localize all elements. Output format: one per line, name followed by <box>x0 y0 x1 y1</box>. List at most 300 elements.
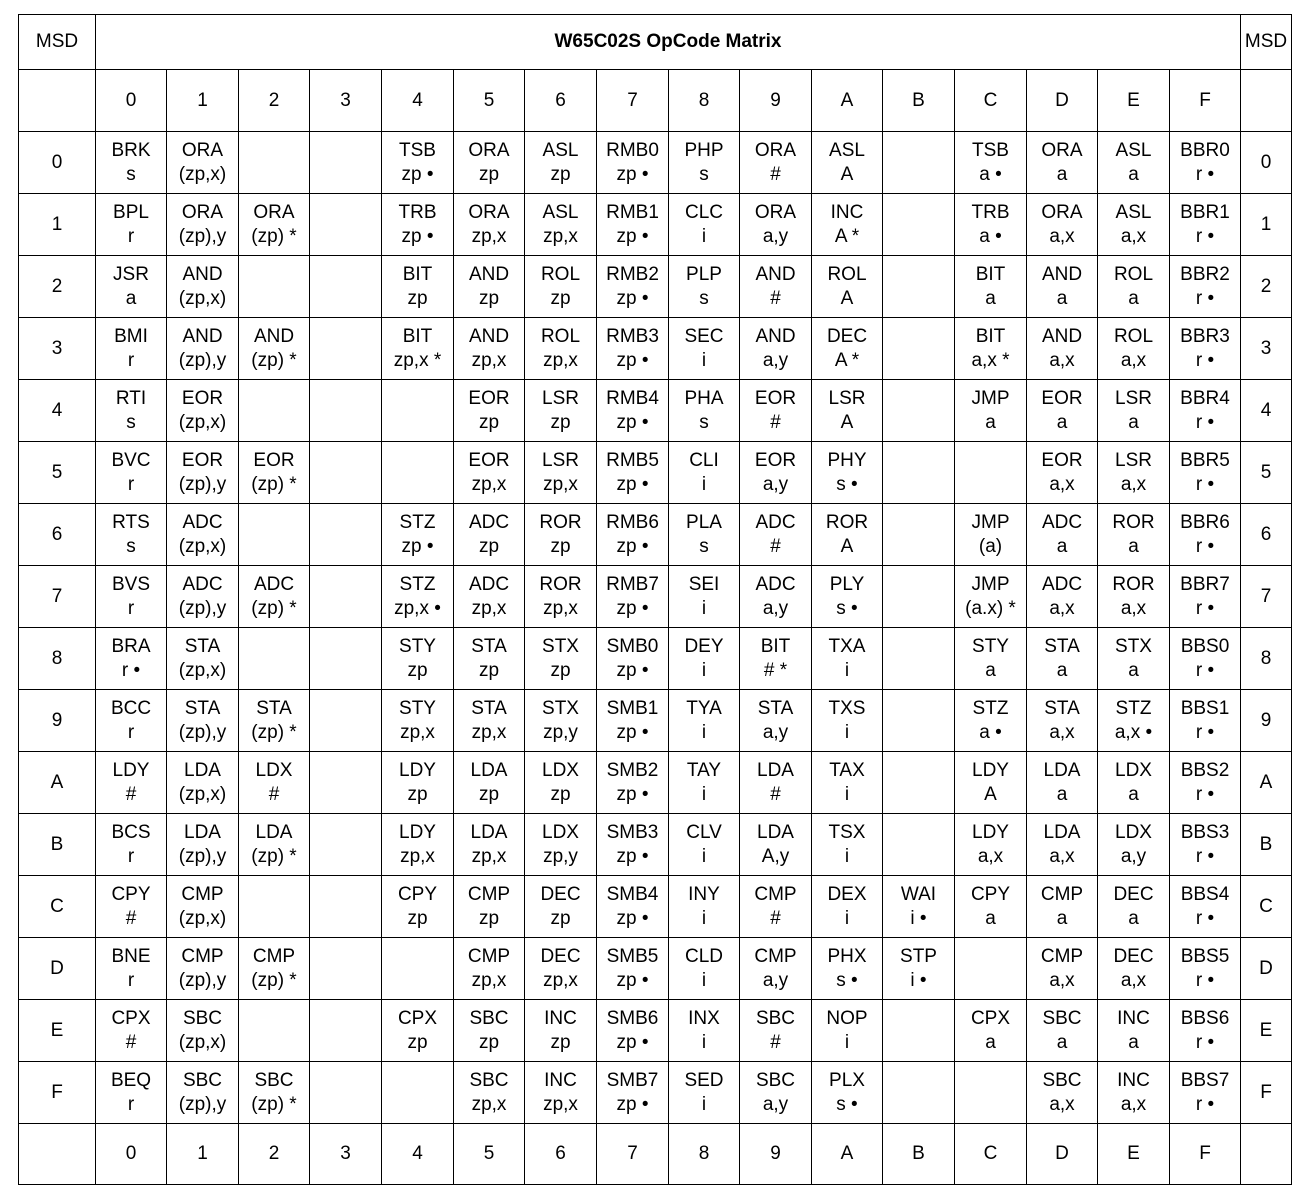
addressing-mode: (zp) * <box>251 225 297 247</box>
row-msd-right: 0 <box>1241 132 1292 194</box>
mnemonic: SEC <box>684 325 724 347</box>
addressing-mode: a • <box>979 721 1002 743</box>
column-footer: 7 <box>597 1124 669 1185</box>
opcode-cell <box>955 132 1027 194</box>
mnemonic: CMP <box>181 883 224 905</box>
opcode-cell <box>1098 938 1170 1000</box>
column-header: B <box>883 70 955 132</box>
opcode-cell <box>597 380 669 442</box>
mnemonic: AND <box>468 263 510 285</box>
mnemonic: STX <box>542 697 579 719</box>
addressing-mode: a <box>1128 411 1139 433</box>
opcode-cell <box>597 1000 669 1062</box>
addressing-mode: a <box>985 287 996 309</box>
mnemonic: BBR5 <box>1180 449 1230 471</box>
addressing-mode: s <box>699 411 709 433</box>
opcode-cell <box>669 690 740 752</box>
addressing-mode: a <box>1128 1031 1139 1053</box>
row-msd-right: 4 <box>1241 380 1292 442</box>
mnemonic: RMB4 <box>606 387 659 409</box>
addressing-mode: i <box>701 349 707 371</box>
mnemonic: LDY <box>399 821 436 843</box>
row-msd-right: 9 <box>1241 690 1292 752</box>
opcode-row <box>19 442 1292 504</box>
addressing-mode: a <box>985 907 996 929</box>
mnemonic: RMB0 <box>606 139 659 161</box>
mnemonic: SED <box>684 1069 724 1091</box>
opcode-cell <box>1098 442 1170 504</box>
mnemonic: BBS3 <box>1180 821 1230 843</box>
addressing-mode: zp <box>550 163 571 185</box>
addressing-mode: (zp,x) <box>178 659 227 681</box>
addressing-mode: zp <box>478 287 500 309</box>
row-msd-right: B <box>1241 814 1292 876</box>
opcode-cell <box>1170 566 1241 628</box>
addressing-mode: i <box>701 473 707 495</box>
addressing-mode: r • <box>1195 1031 1215 1053</box>
mnemonic: BBR1 <box>1180 201 1230 223</box>
opcode-cell <box>167 380 239 442</box>
opcode-cell <box>239 876 310 938</box>
row-msd-right: 6 <box>1241 504 1292 566</box>
opcode-cell <box>740 380 812 442</box>
opcode-cell <box>1170 876 1241 938</box>
addressing-mode: zp • <box>616 349 649 371</box>
addressing-mode: a,y <box>762 225 789 247</box>
opcode-cell <box>239 256 310 318</box>
mnemonic: LDX <box>255 759 293 781</box>
addressing-mode: i <box>844 659 850 681</box>
addressing-mode: zp,x <box>543 597 578 619</box>
opcode-row <box>19 1062 1292 1124</box>
addressing-mode: zp <box>478 783 500 805</box>
mnemonic: LDY <box>972 821 1009 843</box>
opcode-cell <box>382 1062 454 1124</box>
opcode-cell <box>1098 1062 1170 1124</box>
opcode-cell <box>955 938 1027 1000</box>
opcode-cell <box>740 752 812 814</box>
column-header: 8 <box>669 70 740 132</box>
mnemonic: ROR <box>539 573 582 595</box>
addressing-mode: A * <box>834 349 860 371</box>
addressing-mode: a,y <box>762 349 789 371</box>
opcode-cell <box>883 504 955 566</box>
mnemonic: BIT <box>760 635 791 657</box>
addressing-mode: zp • <box>401 163 434 185</box>
opcode-cell <box>883 380 955 442</box>
addressing-mode: zp,x <box>543 225 578 247</box>
mnemonic: BBS1 <box>1180 697 1230 719</box>
addressing-mode: r • <box>121 659 141 681</box>
mnemonic: SBC <box>755 1069 796 1091</box>
mnemonic: STA <box>184 697 221 719</box>
mnemonic: EOR <box>754 387 797 409</box>
title-row <box>19 15 1292 70</box>
addressing-mode: a <box>1128 783 1139 805</box>
opcode-cell <box>454 194 525 256</box>
row-msd-right: 5 <box>1241 442 1292 504</box>
mnemonic: CMP <box>467 883 511 905</box>
row-msd-left: F <box>19 1062 96 1124</box>
addressing-mode: r • <box>1195 225 1215 247</box>
mnemonic: STY <box>972 635 1009 657</box>
addressing-mode: # <box>770 1031 781 1053</box>
opcode-cell <box>382 442 454 504</box>
opcode-cell <box>669 442 740 504</box>
addressing-mode: zp • <box>616 163 649 185</box>
addressing-mode: zp,x <box>543 1093 578 1115</box>
opcode-cell <box>812 566 883 628</box>
addressing-mode: # <box>770 535 781 557</box>
opcode-cell <box>812 380 883 442</box>
row-msd-right: D <box>1241 938 1292 1000</box>
addressing-mode: (a.x) * <box>965 597 1016 619</box>
mnemonic: SMB5 <box>606 945 659 967</box>
mnemonic: ORA <box>253 201 295 223</box>
mnemonic: DEC <box>540 883 581 905</box>
addressing-mode: a,y <box>762 473 789 495</box>
mnemonic: CMP <box>754 883 797 905</box>
mnemonic: ROL <box>540 325 581 347</box>
mnemonic: PLA <box>686 511 722 533</box>
addressing-mode: zp,x <box>471 225 507 247</box>
mnemonic: SMB3 <box>606 821 659 843</box>
addressing-mode: i <box>701 907 707 929</box>
addressing-mode: a,x <box>1120 225 1147 247</box>
mnemonic: LDA <box>757 759 794 781</box>
mnemonic: TRB <box>971 201 1010 223</box>
opcode-cell <box>96 380 167 442</box>
opcode-cell <box>525 442 597 504</box>
opcode-cell <box>525 752 597 814</box>
mnemonic: ASL <box>542 201 579 223</box>
mnemonic: BIT <box>402 325 433 347</box>
opcode-cell <box>883 628 955 690</box>
opcode-cell <box>167 318 239 380</box>
opcode-cell <box>1027 318 1098 380</box>
row-msd-right: F <box>1241 1062 1292 1124</box>
opcode-cell <box>883 938 955 1000</box>
opcode-cell <box>239 442 310 504</box>
addressing-mode: r <box>127 225 135 247</box>
mnemonic: CMP <box>467 945 511 967</box>
opcode-cell <box>1170 380 1241 442</box>
addressing-mode: zp <box>407 907 428 929</box>
addressing-mode: s • <box>836 597 858 619</box>
mnemonic: ASL <box>1115 139 1152 161</box>
mnemonic: INY <box>688 883 720 905</box>
mnemonic: ROR <box>1112 511 1155 533</box>
mnemonic: CLV <box>686 821 722 843</box>
opcode-cell <box>310 1000 382 1062</box>
addressing-mode: zp <box>550 411 571 433</box>
addressing-mode: zp • <box>616 411 649 433</box>
opcode-cell <box>955 1000 1027 1062</box>
column-header: D <box>1027 70 1098 132</box>
mnemonic: SBC <box>469 1007 509 1029</box>
mnemonic: DEX <box>827 883 867 905</box>
opcode-cell <box>239 566 310 628</box>
opcode-cell <box>1170 1000 1241 1062</box>
addressing-mode: a • <box>979 163 1002 185</box>
opcode-cell <box>1098 380 1170 442</box>
addressing-mode: a,x * <box>971 349 1010 371</box>
opcode-row <box>19 318 1292 380</box>
mnemonic: SMB1 <box>606 697 659 719</box>
row-msd-right: 8 <box>1241 628 1292 690</box>
mnemonic: CLD <box>684 945 723 967</box>
row-msd-left: 8 <box>19 628 96 690</box>
opcode-row <box>19 1000 1292 1062</box>
mnemonic: CLI <box>689 449 719 471</box>
opcode-cell <box>382 876 454 938</box>
opcode-cell <box>1170 814 1241 876</box>
addressing-mode: a,x <box>1120 349 1147 371</box>
mnemonic: DEC <box>1113 883 1154 905</box>
column-header-row <box>19 70 1292 132</box>
addressing-mode: zp,x <box>543 969 578 991</box>
mnemonic: INX <box>688 1007 720 1029</box>
addressing-mode: zp,x <box>471 845 507 867</box>
mnemonic: TXA <box>828 635 866 657</box>
opcode-cell <box>1170 628 1241 690</box>
mnemonic: SMB2 <box>606 759 659 781</box>
opcode-cell <box>96 132 167 194</box>
opcode-cell <box>525 1062 597 1124</box>
addressing-mode: i <box>701 225 707 247</box>
column-header: 6 <box>525 70 597 132</box>
mnemonic: BBS5 <box>1180 945 1230 967</box>
column-footer: A <box>812 1124 883 1185</box>
addressing-mode: r • <box>1195 845 1215 867</box>
opcode-cell <box>1027 132 1098 194</box>
column-footer: 5 <box>454 1124 525 1185</box>
column-footer: E <box>1098 1124 1170 1185</box>
opcode-cell <box>454 566 525 628</box>
opcode-cell <box>740 194 812 256</box>
header-end-cell <box>1241 70 1292 132</box>
opcode-cell <box>883 442 955 504</box>
opcode-row <box>19 814 1292 876</box>
opcode-cell <box>955 628 1027 690</box>
addressing-mode: a,x <box>1049 721 1075 743</box>
addressing-mode: zp,x <box>471 597 507 619</box>
addressing-mode: a,x <box>977 845 1004 867</box>
mnemonic: LDA <box>184 821 221 843</box>
mnemonic: LSR <box>1115 449 1152 471</box>
mnemonic: LDA <box>1043 821 1081 843</box>
mnemonic: RMB5 <box>606 449 659 471</box>
mnemonic: TRB <box>398 201 437 223</box>
column-footer: 0 <box>96 1124 167 1185</box>
addressing-mode: zp,x <box>471 1093 507 1115</box>
opcode-cell <box>167 814 239 876</box>
opcode-cell <box>1170 194 1241 256</box>
mnemonic: BCC <box>110 697 152 719</box>
addressing-mode: A,y <box>761 845 790 867</box>
opcode-cell <box>955 1062 1027 1124</box>
addressing-mode: r • <box>1195 349 1215 371</box>
mnemonic: ASL <box>829 139 865 161</box>
mnemonic: AND <box>253 325 295 347</box>
mnemonic: ROR <box>1112 573 1155 595</box>
mnemonic: LDX <box>542 759 579 781</box>
opcode-cell <box>239 132 310 194</box>
opcode-row <box>19 876 1292 938</box>
opcode-cell <box>955 380 1027 442</box>
mnemonic: BBS4 <box>1180 883 1230 905</box>
addressing-mode: a,x <box>1049 473 1075 495</box>
addressing-mode: # <box>125 907 137 929</box>
opcode-cell <box>883 1062 955 1124</box>
opcode-cell <box>310 380 382 442</box>
opcode-cell <box>96 1000 167 1062</box>
opcode-cell <box>1027 690 1098 752</box>
column-footer: 8 <box>669 1124 740 1185</box>
addressing-mode: A <box>840 287 854 309</box>
addressing-mode: (zp),y <box>178 349 227 371</box>
mnemonic: STY <box>399 697 436 719</box>
addressing-mode: a,x <box>1120 1093 1147 1115</box>
opcode-cell <box>525 690 597 752</box>
mnemonic: STA <box>1044 697 1080 719</box>
opcode-cell <box>1027 504 1098 566</box>
mnemonic: ASL <box>542 139 579 161</box>
addressing-mode: zp • <box>401 225 434 247</box>
opcode-cell <box>740 690 812 752</box>
mnemonic: SBC <box>1042 1007 1082 1029</box>
opcode-cell <box>669 628 740 690</box>
addressing-mode: A <box>840 535 854 557</box>
opcode-cell <box>1098 628 1170 690</box>
mnemonic: RMB3 <box>606 325 659 347</box>
opcode-cell <box>167 566 239 628</box>
row-msd-left: 6 <box>19 504 96 566</box>
row-msd-left: D <box>19 938 96 1000</box>
opcode-cell <box>812 876 883 938</box>
opcode-cell <box>96 628 167 690</box>
opcode-cell <box>1027 256 1098 318</box>
addressing-mode: a <box>125 287 137 309</box>
mnemonic: AND <box>468 325 510 347</box>
msd-label-right: MSD <box>1241 15 1292 70</box>
addressing-mode: i • <box>910 907 927 929</box>
opcode-cell <box>1098 876 1170 938</box>
addressing-mode: i • <box>910 969 927 991</box>
opcode-cell <box>454 876 525 938</box>
mnemonic: ASL <box>1115 201 1152 223</box>
addressing-mode: s <box>699 163 709 185</box>
opcode-cell <box>382 566 454 628</box>
mnemonic: PLP <box>686 263 722 285</box>
addressing-mode: a,x <box>1120 597 1147 619</box>
mnemonic: CMP <box>181 945 224 967</box>
opcode-cell <box>669 814 740 876</box>
opcode-cell <box>597 442 669 504</box>
addressing-mode: a,x <box>1049 225 1075 247</box>
mnemonic: ORA <box>1041 139 1083 161</box>
mnemonic: INC <box>830 201 864 223</box>
opcode-cell <box>812 814 883 876</box>
mnemonic: DEC <box>826 325 868 347</box>
mnemonic: BBR7 <box>1180 573 1230 595</box>
opcode-row <box>19 256 1292 318</box>
opcode-cell <box>812 132 883 194</box>
addressing-mode: zp • <box>401 535 434 557</box>
opcode-cell <box>382 256 454 318</box>
opcode-cell <box>740 876 812 938</box>
opcode-row <box>19 566 1292 628</box>
addressing-mode: A <box>840 163 854 185</box>
opcode-cell <box>1170 256 1241 318</box>
opcode-cell <box>382 938 454 1000</box>
addressing-mode: (zp) * <box>251 969 297 991</box>
opcode-cell <box>883 132 955 194</box>
opcode-cell <box>454 752 525 814</box>
opcode-cell <box>669 194 740 256</box>
addressing-mode: a,x <box>1120 969 1147 991</box>
row-msd-left: 3 <box>19 318 96 380</box>
mnemonic: AND <box>182 325 223 347</box>
opcode-cell <box>310 256 382 318</box>
opcode-cell <box>597 876 669 938</box>
opcode-cell <box>167 132 239 194</box>
column-header: C <box>955 70 1027 132</box>
opcode-cell <box>740 1062 812 1124</box>
opcode-cell <box>1027 194 1098 256</box>
column-footer: 9 <box>740 1124 812 1185</box>
addressing-mode: zp <box>407 783 428 805</box>
row-msd-left: 1 <box>19 194 96 256</box>
opcode-cell <box>955 504 1027 566</box>
column-header: 0 <box>96 70 167 132</box>
opcode-cell <box>96 318 167 380</box>
addressing-mode: a,x <box>1049 349 1075 371</box>
mnemonic: LDA <box>757 821 794 843</box>
opcode-cell <box>812 1062 883 1124</box>
opcode-cell <box>597 504 669 566</box>
addressing-mode: a,y <box>762 969 789 991</box>
addressing-mode: r • <box>1195 597 1215 619</box>
opcode-cell <box>883 256 955 318</box>
mnemonic: BVC <box>111 449 151 471</box>
addressing-mode: (zp,x) <box>178 783 227 805</box>
opcode-cell <box>167 938 239 1000</box>
mnemonic: ORA <box>468 201 510 223</box>
opcode-cell <box>597 566 669 628</box>
opcode-cell <box>239 690 310 752</box>
addressing-mode: s • <box>836 473 858 495</box>
addressing-mode: (zp),y <box>178 225 227 247</box>
opcode-cell <box>239 1000 310 1062</box>
opcode-cell <box>883 566 955 628</box>
mnemonic: EOR <box>253 449 295 471</box>
opcode-cell <box>1170 132 1241 194</box>
row-msd-left: 9 <box>19 690 96 752</box>
mnemonic: BIT <box>975 263 1006 285</box>
addressing-mode: # <box>125 783 137 805</box>
column-footer: 1 <box>167 1124 239 1185</box>
mnemonic: CPX <box>397 1007 438 1029</box>
mnemonic: ORA <box>468 139 510 161</box>
opcode-cell <box>669 752 740 814</box>
addressing-mode: r • <box>1195 411 1215 433</box>
mnemonic: BBS2 <box>1180 759 1230 781</box>
opcode-cell <box>1170 1062 1241 1124</box>
opcode-cell <box>525 628 597 690</box>
mnemonic: BBS6 <box>1180 1007 1230 1029</box>
addressing-mode: i <box>844 783 850 805</box>
